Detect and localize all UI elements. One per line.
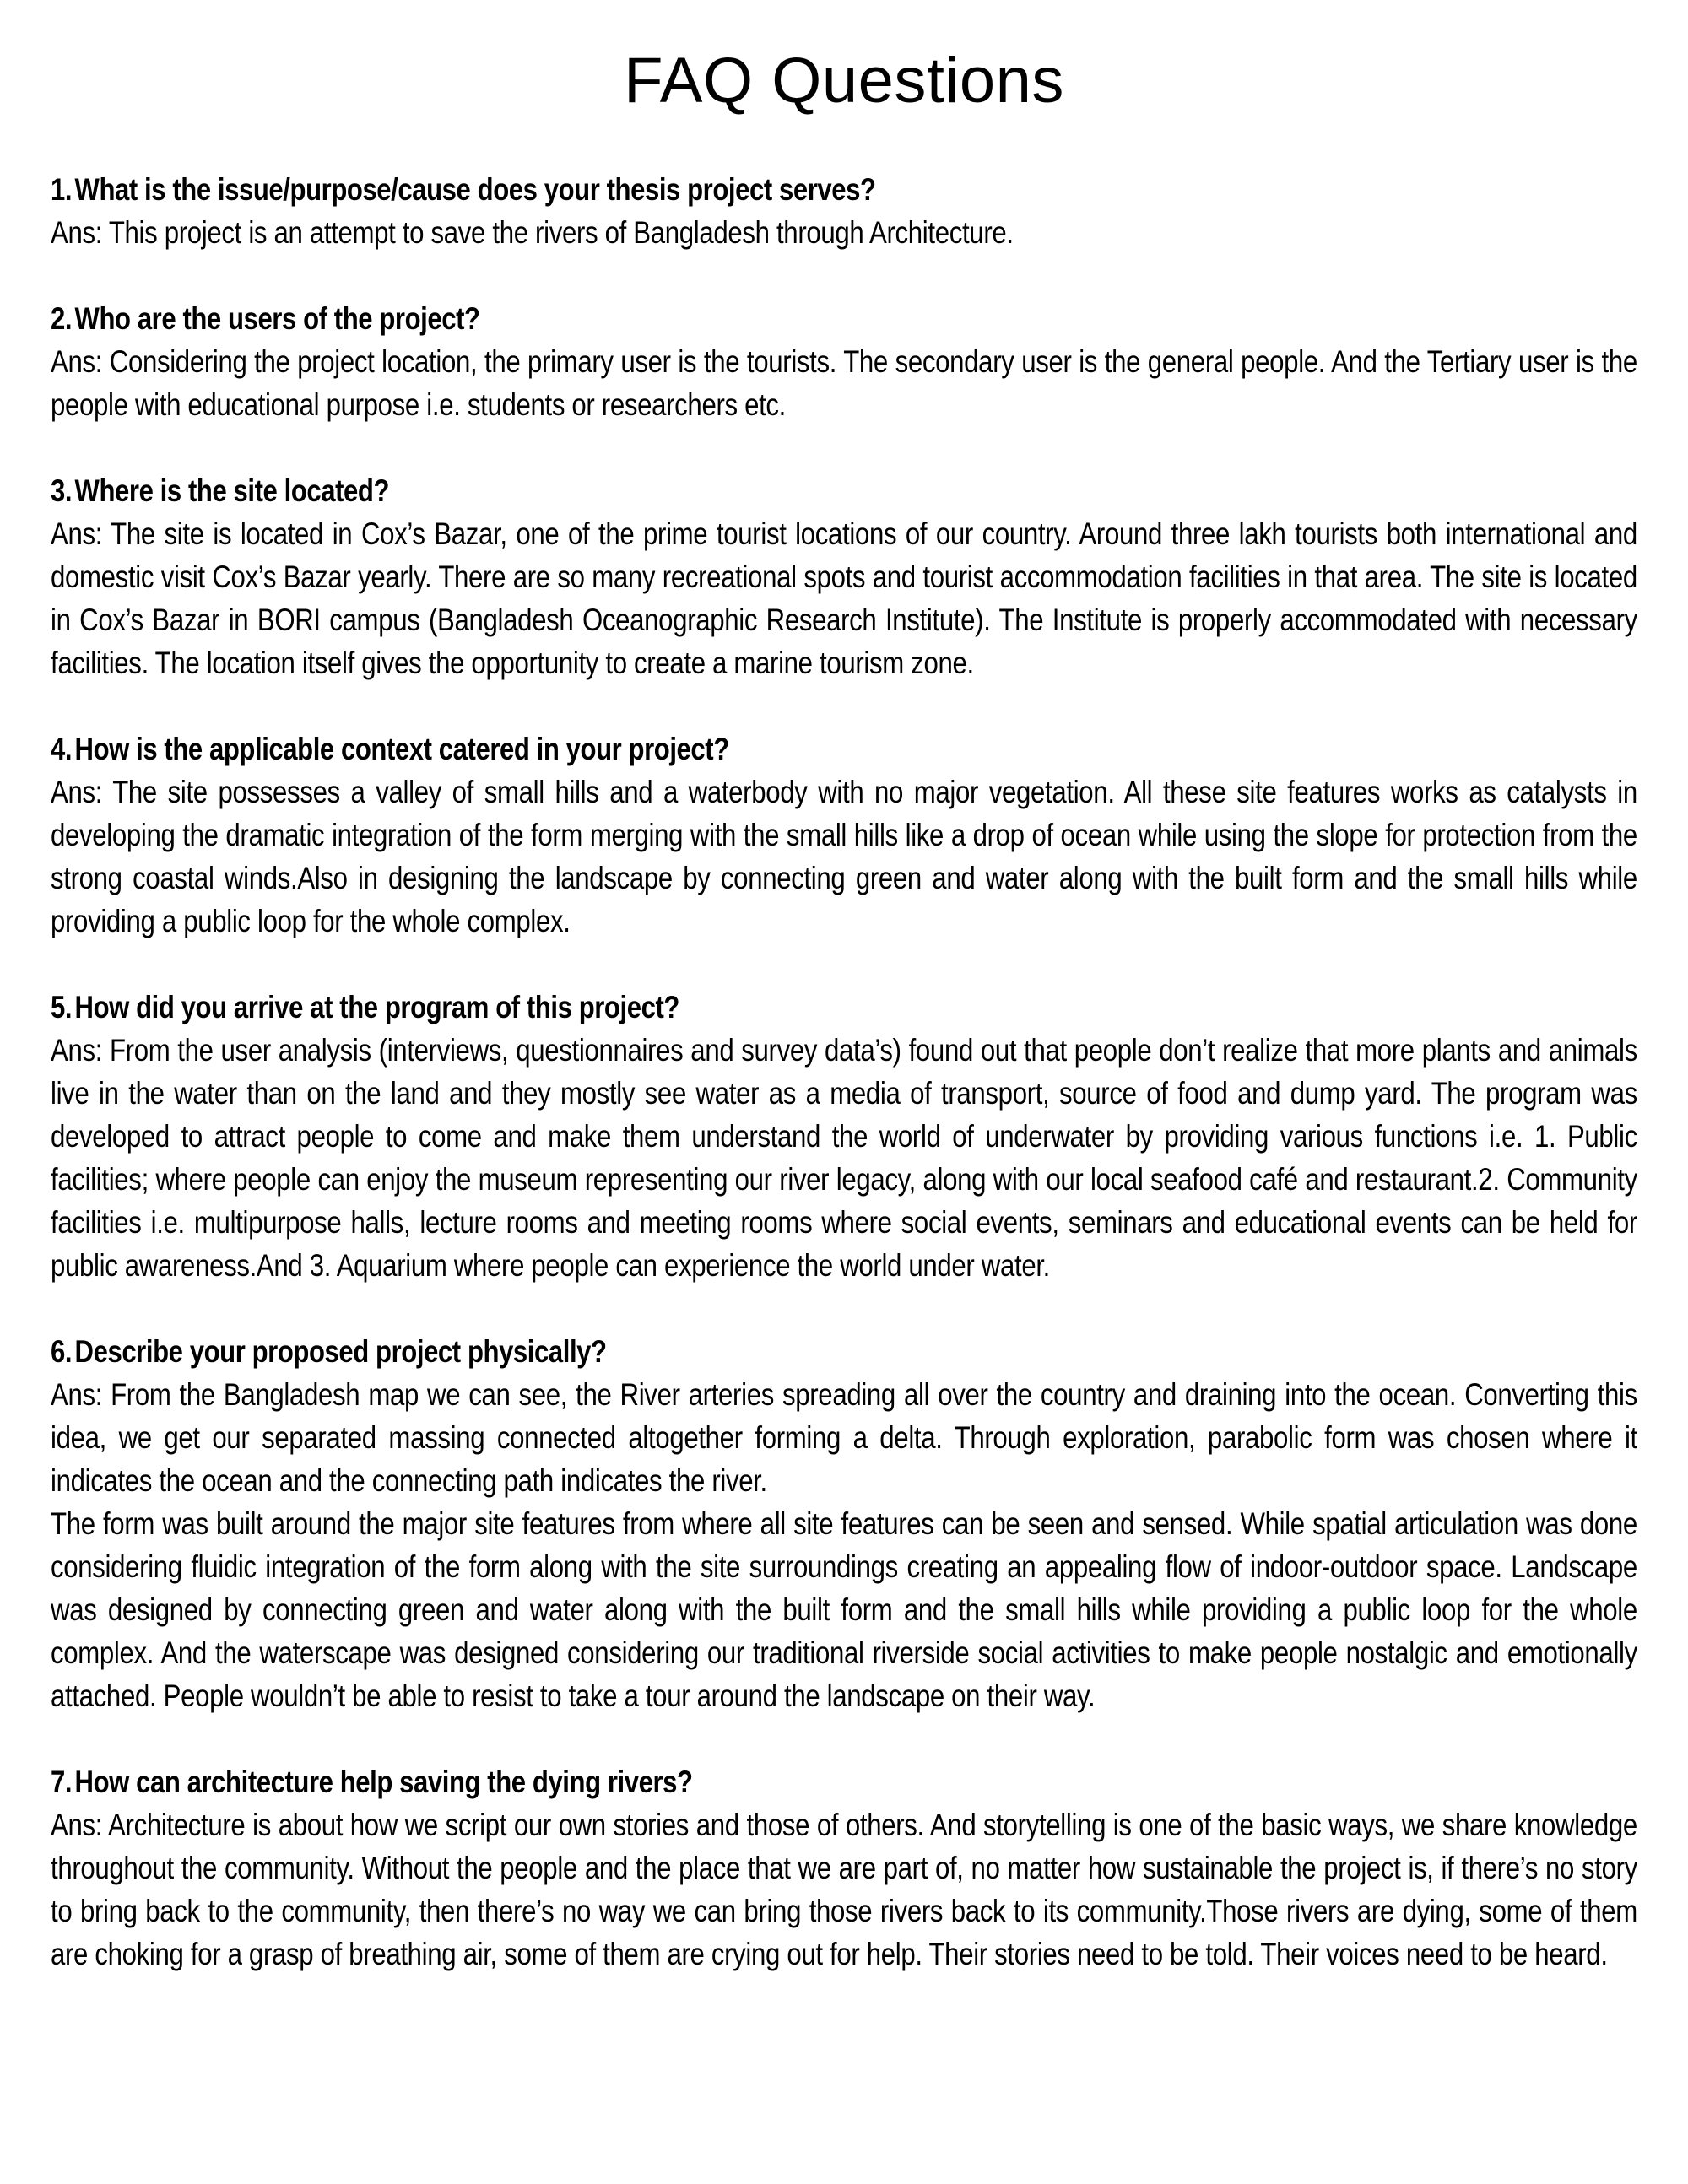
question-text: Where is the site located? — [74, 473, 390, 509]
question-text: How is the applicable context catered in your project? — [74, 732, 729, 767]
faq-answer — [51, 340, 1637, 426]
faq-answer — [51, 211, 1637, 254]
question-text: Who are the users of the project? — [74, 301, 480, 337]
faq-question — [51, 727, 1383, 770]
faq-answer — [51, 770, 1637, 943]
question-number: 7. — [51, 1765, 73, 1800]
page-title: FAQ Questions — [624, 45, 1064, 116]
answer-paragraph: The form was built around the major site features from where all site features can be seen and sensed. While spatial articulation was done considering fluidic integration of the form along with the site surroundings creating an appealing flow of indoor-outdoor space. Landscape was designed by connecting green and water along with the built form and the small hills while providing a public loop for the whole complex. And the waterscape was designed considering our traditional riverside social activities to make people nostalgic and emotionally attached. People wouldn’t be able to resist to take a tour around the landscape on their way. — [51, 1506, 1637, 1714]
question-number: 2. — [51, 301, 73, 337]
answer-paragraph: Ans: Architecture is about how we script our own stories and those of others. And storytelling is one of the basic ways, we share knowledge throughout the community. Without the people and the place that we are part of, no matter how sustainable the project is, if there’s no story to bring back to the community, then there’s no way we can bring those rivers back to its community.Those rivers are dying, some of them are choking for a grasp of breathing air, some of them are crying out for help. Their stories need to be told. Their voices need to be heard. — [51, 1808, 1637, 1972]
faq-question — [51, 168, 1383, 211]
faq-answer — [51, 1029, 1637, 1287]
faq-answer — [51, 1373, 1637, 1717]
question-number: 3. — [51, 473, 73, 509]
faq-item-5 — [51, 986, 1637, 1287]
answer-paragraph: Ans: This project is an attempt to save the rivers of Bangladesh through Architecture. — [51, 215, 1014, 251]
faq-item-1 — [51, 168, 1637, 254]
faq-question — [51, 469, 1383, 512]
faq-answer — [51, 512, 1637, 684]
answer-paragraph: Ans: Considering the project location, the primary user is the tourists. The secondary user is the general people. And the Tertiary user is the people with educational purpose i.e. students or researchers etc. — [51, 344, 1637, 423]
faq-answer — [51, 1803, 1637, 1976]
faq-question — [51, 297, 1383, 340]
question-number: 6. — [51, 1334, 73, 1370]
question-text: How did you arrive at the program of this project? — [74, 990, 679, 1025]
faq-item-4 — [51, 727, 1637, 943]
faq-item-2 — [51, 297, 1637, 426]
faq-question — [51, 986, 1383, 1029]
faq-question — [51, 1330, 1383, 1373]
answer-paragraph: Ans: The site is located in Cox’s Bazar, one of the prime tourist locations of our country. Around three lakh tourists both international and domestic visit Cox’s Bazar yearly. There are so many recreational spots and tourist accommodation facilities in that area. The site is located in Cox’s Bazar in BORI campus (Bangladesh Oceanographic Research Institute). The Institute is properly accommodated with necessary facilities. The location itself gives the opportunity to create a marine tourism zone. — [51, 516, 1637, 681]
question-text: What is the issue/purpose/cause does your thesis project serves? — [74, 172, 876, 208]
faq-item-6 — [51, 1330, 1637, 1717]
faq-item-7 — [51, 1760, 1637, 1976]
faq-item-3 — [51, 469, 1637, 684]
question-number: 5. — [51, 990, 73, 1025]
question-text: How can architecture help saving the dying rivers? — [74, 1765, 693, 1800]
question-number: 4. — [51, 732, 73, 767]
question-text: Describe your proposed project physically? — [74, 1334, 607, 1370]
faq-question — [51, 1760, 1383, 1803]
answer-paragraph: Ans: From the Bangladesh map we can see, the River arteries spreading all over the country and draining into the ocean. Converting this idea, we get our separated massing connected altogether forming a delta. Through exploration, parabolic form was chosen where it indicates the ocean and the connecting path indicates the river. — [51, 1377, 1637, 1499]
question-number: 1. — [51, 172, 73, 208]
document-page — [51, 42, 1637, 2019]
answer-paragraph: Ans: The site possesses a valley of small hills and a waterbody with no major vegetation. All these site features works as catalysts in developing the dramatic integration of the form merging with the small hills like a drop of ocean while using the slope for protection from the strong coastal winds.Also in designing the landscape by connecting green and water along with the built form and the small hills while providing a public loop for the whole complex. — [51, 775, 1637, 939]
answer-paragraph: Ans: From the user analysis (interviews, questionnaires and survey data’s) found out that people don’t realize that more plants and animals live in the water than on the land and they mostly see water as a media of transport, source of food and dump yard. The program was developed to attract people to come and make them understand the world of underwater by providing various functions i.e. 1. Public facilities; where people can enjoy the museum representing our river legacy, along with our local seafood café and restaurant.2. Community facilities i.e. multipurpose halls, lecture rooms and meeting rooms where social events, seminars and educational events can be held for public awareness.And 3. Aquarium where people can experience the world under water. — [51, 1033, 1637, 1284]
